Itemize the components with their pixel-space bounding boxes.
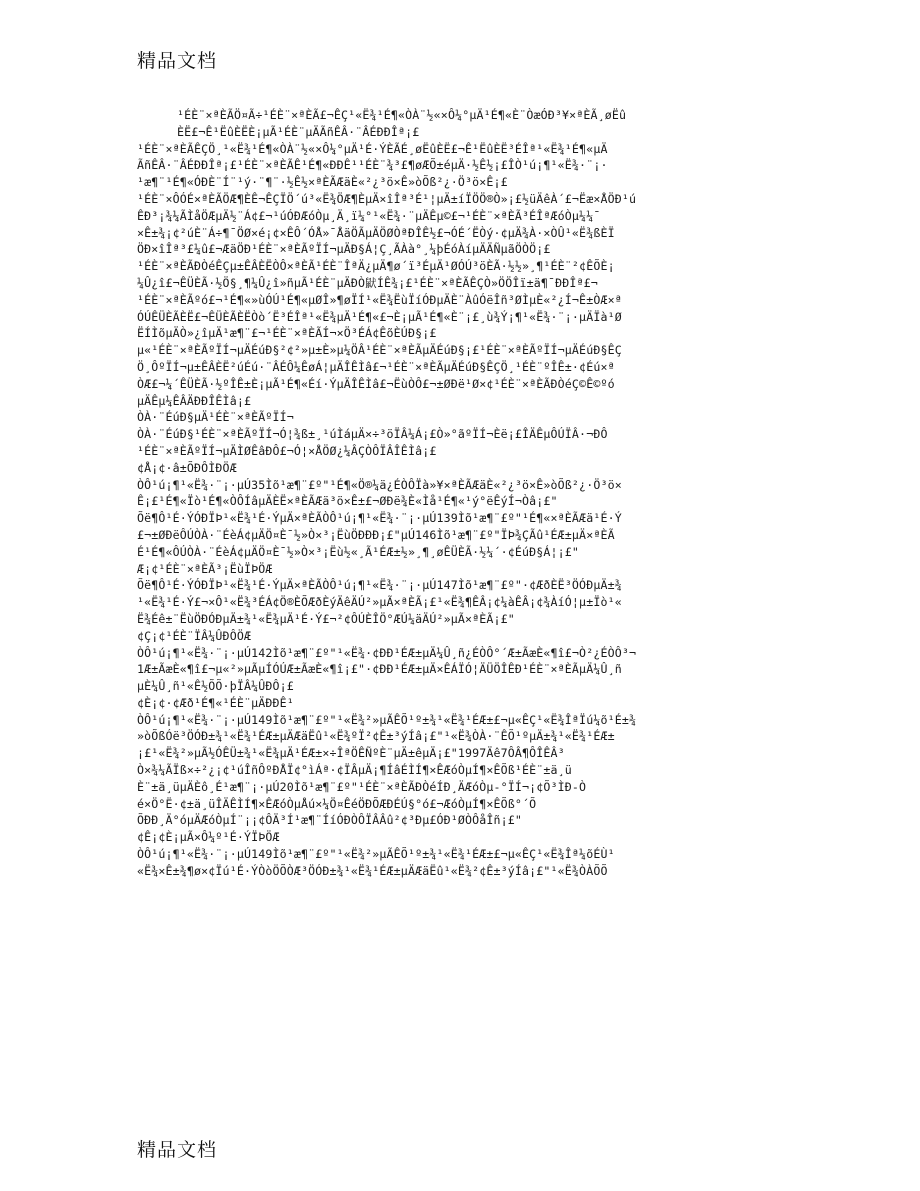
document-body [137, 107, 797, 1107]
text-line: «Ë¾×Ê±¾¶ø×¢Ïú¹É·ÝÒòÖÕÒÆ³ÖÓÐ±¾¹«Ë¾¹ÉÆ±µÄÆäËû¹«Ë¾²¢Ê±³ýÍâ¡£"¹«Ë¾ÒÀÕÕ [137, 863, 608, 878]
text-line: ¢Ç¡¢¹ÉÈ¨ÏÂ¼ÛÐÔÖÆ [137, 628, 252, 643]
text-line: ¹ÉÈ¨×ªÈÃºó£¬¹É¶«»ùÓÚ¹É¶«µØÎ»¶øÏÍ¹«Ë¾ËùÏíÓÐµÄÈ¨ÀûÓëÎñ³ØÌµÈ«²¿Í¬Ê±ÒÆ×ª [137, 292, 622, 307]
text-line: ¢È¡¢·¢Æð¹É¶«¹ÉÈ¨µÄÐÐÊ¹ [137, 695, 294, 710]
text-line: ¹«Ë¾¹É·Ý£¬×Ô¹«Ë¾³ÉÁ¢Ö®ÈÕÆðÈýÄêÄÚ²»µÃ×ªÈÃ¡£¹«Ë¾¶ÊÂ¡¢¼àÊÂ¡¢¾ÀíÓ¦µ±Ïò¹« [137, 595, 622, 610]
text-line: µ«¹ÉÈ¨×ªÈÃºÏÍ¬µÄÉúÐ§²¢²»µ±È»µ¼ÖÂ¹ÉÈ¨×ªÈÃµÄÉúÐ§¡£¹ÉÈ¨×ªÈÃºÏÍ¬µÄÉúÐ§ÊÇ [137, 343, 622, 358]
text-line: È¨±ä¸üµÄÈô¸É¹æ¶¨¡·µÚ20Ìõ¹æ¶¨£º"¹ÉÈ¨×ªÈÃÐÒéÍÐ¸ÄÆóÒµ-°ÏÍ¬¡¢Õ³ÌÐ-Ò [137, 779, 587, 794]
text-line: ÓÚÊÜÈÃÈË£¬ÊÜÈÃÈËÒò´Ë³ÉÎª¹«Ë¾µÄ¹É¶«£¬È¡µÃ¹É¶«È¨¡£¸ù¾Ý¡¶¹«Ë¾·¨¡·µÄÏà¹Ø [137, 309, 622, 324]
text-line: É¹É¶«ÔÚÒÀ·¨ÉèÁ¢µÄÖ¤È¯½»Ò×³¡Ëù½«¸Ã¹ÉÆ±½»¸¶¸øÊÜÈÃ·½¼´·¢ÉúÐ§Á¦¡£" [137, 544, 580, 559]
text-line: ÃñÊÂ·¨ÂÉÐÐÎª¡£¹ÉÈ¨×ªÈÃÊ¹É¶«ÐÐÊ¹¹ÉÈ¨¾³£¶øÆÕ±éµÄ·½Ê½¡£ÎÒ¹ú¡¶¹«Ë¾·¨¡· [137, 158, 608, 173]
text-line: ÒÔ¹ú¡¶¹«Ë¾·¨¡·µÚ149Ìõ¹æ¶¨£º"¹«Ë¾²»µÃÊÕ¹º±¾¹«Ë¾¹ÉÆ±£¬µ«ÊÇ¹«Ë¾ÎªÏú¼õ¹É±¾ [137, 712, 637, 727]
text-line: »òÕßÓë³ÖÓÐ±¾¹«Ë¾¹ÉÆ±µÄÆäËû¹«Ë¾ºÏ²¢Ê±³ýÍâ¡£"¹«Ë¾ÒÀ·¨ÊÕ¹ºµÄ±¾¹«Ë¾¹ÉÆ± [137, 729, 615, 744]
text-line: ÕÐÐ¸Ä°óµÄÆóÒµÍ¨¡¡¢ÔÄ³Í¹æ¶¨ÍíÓÐÒÔÏÂÂû²¢³Ðµ£ÓÐ¹ØÒÔåÎñ¡£" [137, 813, 523, 828]
text-line: ¢Å¡¢·â±ÕÐÔÌÐÖÆ [137, 460, 237, 475]
text-line: ¹æ¶¨¹É¶«ÓÐÈ¨Í¨¹ý·¨¶¨·½Ê½×ªÈÃÆäÈ«²¿³ö×Ê»òÕß²¿·Ö³ö×Ê¡£ [137, 175, 508, 190]
text-line: Ö¸ÔºÏÍ¬µ±ÊÂÈË²úÉú·¨ÂÉÔ¼ÊøÁ¦µÄÎÊÌâ£¬¹ÉÈ¨×ªÈÃµÄÉúÐ§ÊÇÖ¸¹ÉÈ¨ºÎÊ±·¢Éú×ª [137, 359, 615, 374]
text-line: ÒÆ£¬¼´ÊÜÈÃ·½ºÎÊ±È¡µÃ¹É¶«Éí·ÝµÄÎÊÌâ£¬ËùÒÔ£¬±ØÐë¹Ø×¢¹ÉÈ¨×ªÈÃÐÒéÇ©Ê©ºó [137, 376, 615, 391]
text-line: ¹ÉÈ¨×ªÈÃºÏÍ¬µÄÌØÊâÐÔ£¬Ó¦×ÅÖØ¿¼ÂÇÒÔÏÂÎÊÌâ¡£ [137, 443, 437, 458]
text-line: ÒÔ¹ú¡¶¹«Ë¾·¨¡·µÚ35Ìõ¹æ¶¨£º"¹É¶«Ö®¼ä¿ÉÒÔÏà»¥×ªÈÃÆäÈ«²¿³ö×Ê»òÕß²¿·Ö³ö× [137, 477, 622, 492]
text-line: ¹ÉÈ¨×ÔÓÉ×ªÈÃÖÆ¶ÈÊ¬ÊÇÏÖ´ú³«Ë¾ÖÆ¶ÈµÄ×îÎª³É¹¦µÄ±íÏÖÖ®Ò»¡£½üÄêÀ´£¬Ëæ×ÅÖÐ¹ú [137, 191, 637, 206]
page-footer: 精品文档 [137, 1139, 218, 1161]
text-line: ¼Û¿î£¬ÊÜÈÃ·½Ö§¸¶¼Û¿î»ñµÃ¹ÉÈ¨µÄÐÒ鼣ÍÊ¾¡£¹ÉÈ¨×ªÈÃÊÇÒ»ÖÖÎï±ä¶¯ÐÐÎª£¬ [137, 275, 598, 290]
text-line: ¡£¹«Ë¾²»µÃ½ÓÊÜ±¾¹«Ë¾µÄ¹ÉÆ±×÷ÎªÖÊÑºÈ¨µÄ±êµÄ¡£"1997Äê7ÔÂ¶ÔÎÊÂ³ [137, 746, 565, 761]
text-line: Õë¶Ô¹É·ÝÓÐÏÞ¹«Ë¾¹É·ÝµÄ×ªÈÃÒÔ¹ú¡¶¹«Ë¾·¨¡·µÚ147Ìõ¹æ¶¨£º"·¢ÆðÈË³ÖÓÐµÄ±¾ [137, 578, 622, 593]
text-line: ÒÔ¹ú¡¶¹«Ë¾·¨¡·µÚ149Ìõ¹æ¶¨£º"¹«Ë¾²»µÃÊÕ¹º±¾¹«Ë¾¹ÉÆ±£¬µ«ÊÇ¹«Ë¾Îª¼õÉÙ¹ [137, 847, 615, 862]
text-line: ÒÀ·¨ÉúÐ§µÄ¹ÉÈ¨×ªÈÃºÏÍ¬ [137, 410, 294, 425]
text-line: ÒÀ·¨ÉúÐ§¹ÉÈ¨×ªÈÃºÏÍ¬Ó¦¾ß±¸¹úÌáµÄ×÷³öÏÂ¼Á¡£Ò»°ãºÏÍ¬Èë¡£ÎÄÊµÔÚÏÂ·¬ÐÔ [137, 427, 608, 442]
text-line: ËÍÌõµÄÒ»¿îµÄ¹æ¶¨£¬¹ÉÈ¨×ªÈÃÍ¬×Ö³ÉÁ¢ÊõÈÚÐ§¡£ [137, 326, 437, 341]
text-line: ¹ÉÈ¨×ªÈÃÐÒéÊÇµ±ÊÂÈËÒÔ×ªÈÃ¹ÉÈ¨ÎªÄ¿µÄ¶ø´ï³ÉµÄ¹ØÓÚ³öÈÃ·½½»¸¶¹ÉÈ¨²¢ÊÕÈ¡ [137, 259, 615, 274]
text-line: 1Æ±ÃæÈ«¶î£¬µ«²»µÃµÍÓÚÆ±ÃæÈ«¶î¡£"·¢ÐÐ¹ÉÆ±µÄ×ÊÁÏÓ¦ÄÜÖÎÊÐ¹ÉÈ¨×ªÈÃµÄ¼Û¸ñ [137, 662, 622, 677]
text-line: £¬±ØÐëÔÚÒÀ·¨ÉèÁ¢µÄÖ¤È¯½»Ò×³¡ËùÖÐÐÐ¡£"µÚ146Ìõ¹æ¶¨£º"ÏÞ¾ÇÃû¹ÉÆ±µÄ×ªÈÃ [137, 527, 615, 542]
text-line: ×Ê±¾¡¢²úÈ¨Á÷¶¯ÖØ×é¡¢×ÊÔ´ÓÅ»¯ÅäÖÃµÄÖØÒªÐÎÊ½£¬ÓÉ´ËÒý·¢µÄ¾À·×ÒÛ¹«Ë¾ßÈÏ [137, 225, 615, 240]
text-line: ¢Ê¡¢È¡µÃ×Ô¼º¹É·ÝÏÞÖÆ [137, 830, 280, 845]
page-header: 精品文档 [137, 50, 218, 72]
text-line: Ê¡£¹É¶«Ïò¹É¶«ÒÔÍâµÄÈË×ªÈÃÆä³ö×Ê±£¬ØÐë¾È«Ìå¹É¶«¹ý°ëÊýÍ¬Òâ¡£" [137, 494, 558, 509]
text-line: Æ¡¢¹ÉÈ¨×ªÈÃ³¡ËùÏÞÖÆ [137, 561, 273, 576]
text-line: Ò×¾¼ÃÏß×÷²¿¡¢¹úÎñÔºÐÅÏ¢°ìÁª·¢ÏÂµÄ¡¶ÍâÉÌÍ¶×ÊÆóÒµÍ¶×ÊÕß¹ÉÈ¨±ä¸ü [137, 763, 572, 778]
text-line: Ë¾Éê±¨ËùÖÐÓÐµÄ±¾¹«Ë¾µÄ¹É·Ý£¬²¢ÔÚÈÎÖ°ÆÚ¼äÄÚ²»µÃ×ªÈÃ¡£" [137, 611, 515, 626]
text-line: ÊÐ³¡¾¼ÃÌåÖÆµÄ½¨Á¢£¬¹úÓÐÆóÒµ¸Ä¸ï¼°¹«Ë¾·¨µÄÊµ©£¬¹ÉÈ¨×ªÈÃ³ÉÎªÆóÒµ¼¼¯ [137, 208, 601, 223]
text-line: ÈË£¬Ê¹ËûÈËÈ¡µÃ¹ÉÈ¨µÄÃñÊÂ·¨ÂÉÐÐÎª¡£ [177, 124, 420, 139]
text-line: ¹ÉÈ¨×ªÈÃÊÇÖ¸¹«Ë¾¹É¶«ÒÀ¨½«×Ô¼°µÄ¹É·ÝÈÃÉ¸øËûÈË£¬Ê¹ËûÈË³ÉÎª¹«Ë¾¹É¶«µÄ [137, 141, 608, 156]
text-line: ÖÐ×îÎª³£¼û£¬ÆäÖÐ¹ÉÈ¨×ªÈÃºÏÍ¬µÄÐ§Á¦Ç¸ÃÀà°¸¼þÉóÀíµÄÄÑµãÖÒÖ¡£ [137, 242, 551, 257]
text-line: é×Ö°Ë·¢±ä¸üÎÄÊÌÍ¶×ÊÆóÒµÅú×¼Ö¤ÊéÖÐÕÆÐÉÚ§°ó£¬ÆóÒµÍ¶×ÊÕß°´Õ [137, 796, 537, 811]
text-line: µÄÊµ¼ÊÂÄÐÐÎÊÌâ¡£ [137, 393, 252, 408]
text-line: ÒÔ¹ú¡¶¹«Ë¾·¨¡·µÚ142Ìõ¹æ¶¨£º"¹«Ë¾·¢ÐÐ¹ÉÆ±µÄ¼Û¸ñ¿ÉÒÔ°´Æ±ÃæÈ«¶î£¬Ò²¿ÉÒÔ³¬ [137, 645, 637, 660]
text-line: µÈ¼Û¸ñ¹«Ê½ÕÕ·þÏÂ¼ÛÐÔ¡£ [137, 679, 294, 694]
text-line: ¹ÉÈ¨×ªÈÃÖ¤Ã÷¹ÉÈ¨×ªÈÃ£¬ÊÇ¹«Ë¾¹É¶«ÒÀ¨½«×Ô¼°µÄ¹É¶«È¨ÒæÓÐ³¥×ªÈÃ¸øËû [177, 108, 627, 122]
text-line: Õë¶Ô¹É·ÝÓÐÏÞ¹«Ë¾¹É·ÝµÄ×ªÈÃÒÔ¹ú¡¶¹«Ë¾·¨¡·µÚ139Ìõ¹æ¶¨£º"¹É¶«×ªÈÃÆä¹É·Ý [137, 511, 622, 526]
